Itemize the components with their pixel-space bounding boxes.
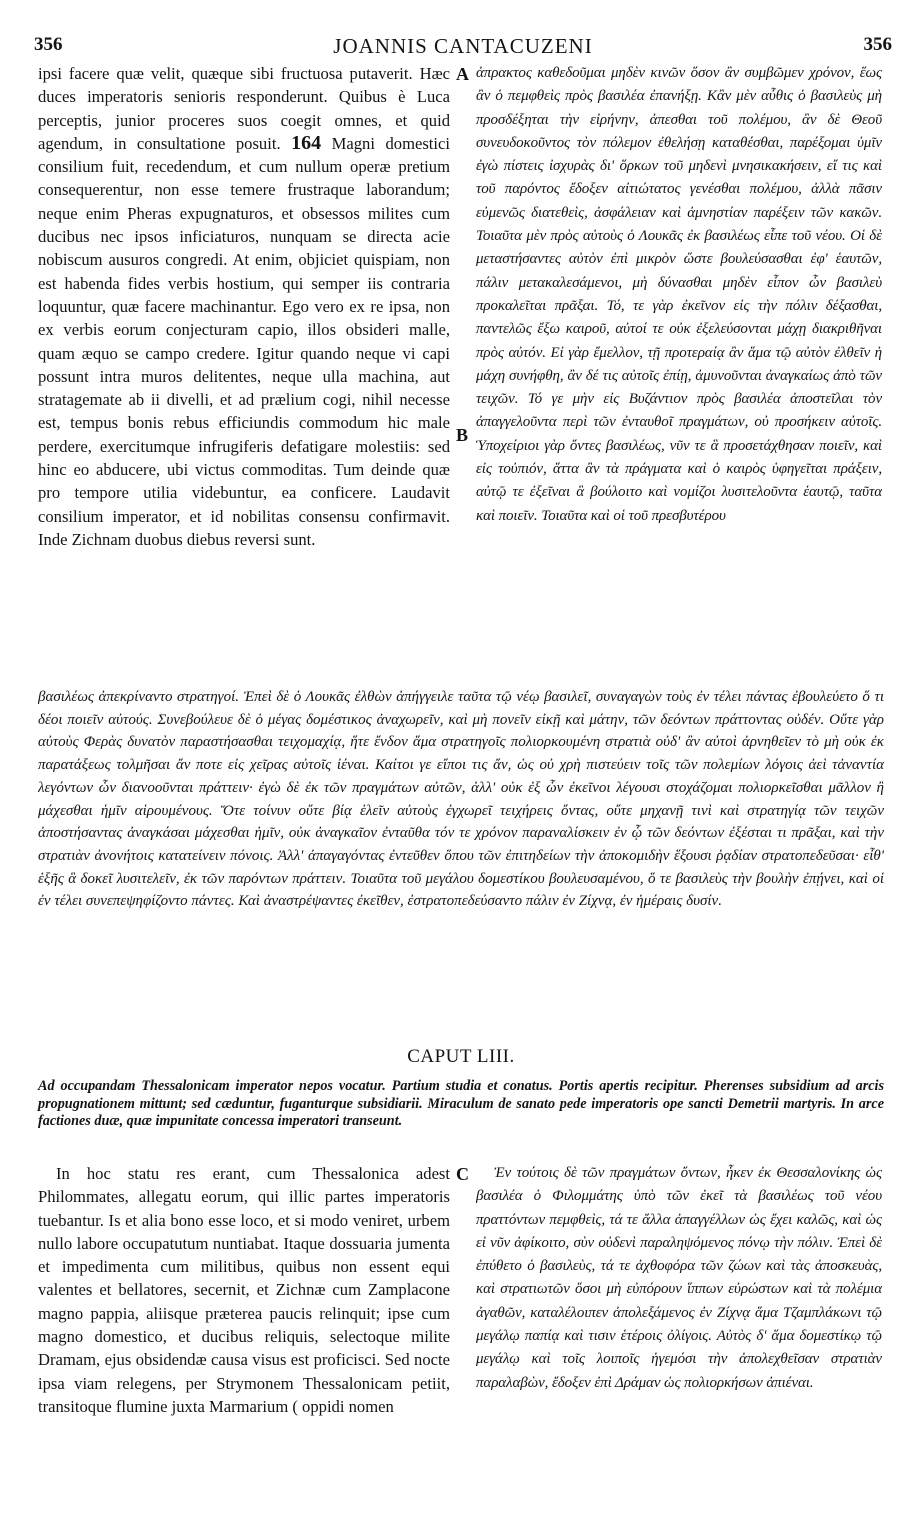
greek-full-width-block xyxy=(38,686,884,1032)
latin-column-upper xyxy=(38,62,450,682)
marginal-letter-c: C xyxy=(456,1164,469,1184)
latin-lower-paragraph: In hoc statu res erant, cum Thessalonica adest Philommates, allegatu eorum, qui illic partes imperatoris tuebantur. Is et alia bono esse loco, et si modo veniret, urbem nullo labore occupatutum nuntiabat. Itaque dossuaria jumenta et impedimenta cum militibus, quibus non essent equi valentes et bellatores, secernit, et Zichnæ cum Zamplacone magno pappia, aliisque præterea paucis relinquit; ipse cum magno domestico, et ducibus reliquis, selectoque milite Dramam, ejus obsidendæ causa visus est proficisci. Sed nocte ipsa viam relegens, per Strymonem Thessalonicam petiit, transitoque flumine juxta Marmarium ( oppidi nomen xyxy=(38,1164,450,1416)
latin-text-before-section: ipsi facere quæ velit, quæque sibi fructuosa putaverit. Hæc duces imperatoris senioris responderunt. Quibus è Luca perceptis, junior proceres suos coegit omnes, et quid agendum, in consultatione posuit. xyxy=(38,64,450,153)
latin-text-after-section: Magni domestici consilium fuit, recedendum, et cum nullum operæ pretium consequerentur, non esse temere frustraque laborandum; neque enim Pheras expugnaturos, et obsessos milites cum ducibus nec ipsos inficiaturos, nunquam se directa acie nobiscum ausuros congredi. At enim, objiciet quispiam, non est habenda fides verbis hostium, qui semper iis contraria loquuntur, quæ facere machinantur. Ego vero ex re ipsa, non ex verbis eorum conjecturam capio, illos obsideri malle, quam æquo se campo credere. Igitur quando neque vi capi possunt intra muros delitentes, neque ulla machina, aut stratagemate ab ii divelli, et ad prælium cogi, nihil necesse est, tempus bonis rebus efficiundis commodum hic male perdere, exercitumque infrugiferis defatigare molestiis: sed hinc eo abducere, ubi victus commoditas. Tum deinde quæ pro tempore utilia videbuntur, ea conficere. Laudavit consilium imperator, et id nobilitas consensu confirmavit. Inde Zichnam duobus diebus reversi sunt. xyxy=(38,133,450,549)
greek-paragraph: ἀπρακτος καθεδοῦμαι μηδὲν κινῶν ὅσον ἂν συμβῶμεν χρόνον, ἕως ἂν ὁ πεμφθεὶς πρὸς βασιλέα ἐπανήξῃ. Κἂν μὲν αὖθις ὁ βασιλεὺς μὴ προσδέξηται τὴν εἰρήνην, ἀπεσθαι τοῦ πολέμου, ἂν δὲ Θεοῦ συνευδοκοῦντος τὸν πόλεμον ἐθελήσῃ καταθέσθαι, παρέξομαι ὑμῖν ἐγὼ πίστεις ἰσχυρὰς δι' ὅρκων τοῦ μηδενὶ μνησικακήσειν, εἴ τις καὶ τοῦ παρόντος ἔδοξεν αἰτιώτατος γενέσθαι πολέμου, ἀλλὰ πᾶσιν εὐμενῶς διατεθεὶς, ἀσφάλειαν καὶ ἀμνηστίαν παρέξειν τῶν κακῶν. Τοιαῦτα μὲν πρὸς αὐτοὺς ὁ Λουκᾶς ἐκ βασιλέως εἶπε τοῦ νέου. Οἱ δὲ μεταστήσαντες αὐτὸν ἐπὶ μικρὸν ὥστε βουλεύσασθαι ἐφ' ἑαυτῶν, πάλιν μετακαλεσάμενοι, μὴ δύνασθαι μηδὲν εἶπον ὧν βασιλεὺ προκαλεῖται πρᾶξαι. Τό, τε γὰρ ἐκεῖνον εἰς τὴν πόλιν δέξασθαι, παντελῶς ἔξω καιροῦ, αὐτοί τε οὐκ ἐξελεύσονται μάχῃ διακριθῆναι πρὸς αὐτόν. Εἰ γὰρ ἔμελλον, τῇ προτεραίᾳ ἂν ἅμα τῷ αὐτὸν ἐλθεῖν ἡ μάχη συνήφθη, ἂν δέ τις αὐτοῖς ἐπίῃ, ἀμυνοῦνται ἀναγκαίως ἀπὸ τῶν τειχῶν. Τό γε μὴν εἰς Βυζάντιον πρὸς βασιλέα ἀποστεῖλαι τὸν ἀπαγγελοῦντα περὶ τῶν ἐνταυθοῖ πραγμάτων, οὐ προσήκειν αὐτοῖς. Ὑποχείριοι γὰρ ὄντες βασιλέως, νῦν τε ἃ προσετάχθησαν ποιεῖν, καὶ εἰς τοὐπιόν, ἅττα ἂν τὰ πράγματα καὶ ὁ καιρὸς ὑφηγεῖται πράξειν, αὐτῷ τε ἐξεῖναι ἃ βούλοιτο καὶ νομίζοι λυσιτελοῦντα ἑαυτῷ, ταῦτα καὶ ποιεῖν. Τοιαῦτα καὶ οἱ τοῦ πρεσβυτέρου xyxy=(476,65,882,524)
greek-column-lower xyxy=(476,1162,882,1522)
greek-lower-paragraph: Ἐν τούτοις δὲ τῶν πραγμάτων ὄντων, ἧκεν ἐκ Θεσσαλονίκης ὡς βασιλέα ὁ Φιλομμάτης ὑπὸ τῶν ἐκεῖ τὰ βασιλέως τοῦ νέου πραττόντων πεμφθεὶς, τά τε ἄλλα ἀπαγγέλλων ὡς ἔχει καλῶς, καὶ ὡς εἰ νῦν ἀφίκοιτο, σὺν οὐδενὶ παραληψόμενος πόνῳ τὴν πόλιν. Ἐπεὶ δὲ ἐπύθετο ὁ βασιλεὺς, τά τε ἀχθοφόρα τῶν ζώων καὶ τὰς ἀποσκευὰς, καὶ στρατιωτῶν ὅσοι μὴ εὐπόρουν ἵππων εὐρώστων καὶ τὰ πολέμια ἀγαθῶν, καταλέλοιπεν ἀπολεξάμενος ἐν Ζίχνᾳ ἅμα Τζαμπλάκωνι τῷ μεγάλῳ παπίᾳ καὶ τισιν ἑτέροις ὀλίγοις. Αὐτὸς δ' ἅμα δομεστίκῳ τῷ μεγάλῳ καὶ τοῖς λοιποῖς ἡγεμόσι τὴν ἀπολεχθεῖσαν στρατιὰν παραλαβὼν, ἔδοξεν ἐπὶ Δράμαν ὡς πολιορκήσων ἀπιέναι. xyxy=(476,1165,882,1391)
chapter-summary: Ad occupandam Thessalonicam imperator nepos vocatur. Partium studia et conatus. Portis apertis recipitur. Pherenses subsidium ad arcis propugnationem mittunt; sed cæduntur, fuganturque subsidiarii. Miraculum de sanato pede imperatoris ope sancti Demetrii martyris. In arce factiones duæ, quæ impunitate concessa imperatori transeunt. xyxy=(38,1078,884,1130)
greek-full-paragraph: βασιλέως ἀπεκρίναντο στρατηγοί. Ἐπεὶ δὲ ὁ Λουκᾶς ἐλθὼν ἀπήγγειλε ταῦτα τῷ νέῳ βασιλεῖ, συναγαγὼν τοὺς ἐν τέλει πάντας ἐβουλεύετο ὅ τι δέοι ποιεῖν αὐτούς. Συνεβούλευε δὲ ὁ μέγας δομέστικος ἀναχωρεῖν, καὶ μὴ πονεῖν εἰκῇ καὶ μάτην, τῶν δεόντων πράττοντας οὐδέν. Οὔτε γὰρ αὐτοὺς Φερὰς δυνατὸν παραστήσασθαι τειχομαχίᾳ, ἥτε ἔνδον ἅμα στρατηγοῖς πολιορκουμένη στρατιὰ οὐδ' ἂν αὐτοὶ ἀρνηθεῖεν τὸ μὴ οὐκ ἐκ παρατάξεως τολμῆσαι ἄν ποτε εἰς χεῖρας αὐτοῖς ἰέναι. Καίτοι γε εἴποι τις ἄν, ὡς οὐ χρὴ πιστεύειν τοῖς τῶν πολεμίων λόγοις ἀεὶ τἀναντία λεγόντων ὧν διανοοῦνται πράττειν· ἐγὼ δὲ ἐκ τῶν πραγμάτων αὐτῶν, ἀλλ' οὐκ ἐξ ὧν ἐκεῖνοι λέγουσι στοχάζομαι πολιορκεῖσθαι μᾶλλον ἢ μάχεσθαι ἡμῖν αἱρουμένους. Ὅτε τοίνυν οὔτε βίᾳ ἑλεῖν αὐτοὺς ἐγχωρεῖ τειχήρεις ὄντας, οὔτε μηχανῇ τινὶ καὶ στρατηγίᾳ τῶν τειχῶν ἀποστήσαντας ἀναγκάσαι μάχεσθαι ἡμῖν, οὐκ ἀναγκαῖον ἐνταῦθα τόν τε χρόνον παραναλίσκειν ἐν ᾧ τῶν δεόντων ἐξέσται τι πρᾶξαι, καὶ τὴν στρατιὰν ἀνονήτοις κατατείνειν πόνοις. Ἀλλ' ἀπαγαγόντας ἐντεῦθεν ὅπου τῶν ἐπιτηδείων τὴν ἀποκομιδὴν ἕξουσι ῥᾳδίαν στρατοπεδεῦσαι· εἶθ' ἑξῆς ἃ δοκεῖ λυσιτελεῖν, ἐκ τῶν παρόντων πράττειν. Τοιαῦτα τοῦ μεγάλου δομεστίκου βουλευσαμένου, ὅ τε βασιλεὺς τὴν βουλὴν ἐπῄνει, καὶ οἱ ἐν τέλει συνεπεψηφίζοντο πάντες. Καὶ ἀναστρέψαντες ἐκεῖθεν, ἐστρατοπεδεύσαντο πάλιν ἐν Ζίχνᾳ, ἐν ἡμέραις δυσίν. xyxy=(38,689,884,910)
marginal-letter-b: B xyxy=(456,425,469,445)
latin-paragraph xyxy=(38,62,450,551)
greek-column-upper xyxy=(476,62,882,682)
latin-column-lower xyxy=(38,1162,450,1522)
running-header xyxy=(34,34,892,60)
marginal-letter-a: A xyxy=(456,64,469,84)
running-title: JOANNIS CANTACUZENI xyxy=(333,34,593,58)
section-number: 164 xyxy=(291,131,322,154)
page-number-left: 356 xyxy=(34,34,63,55)
page-number-right: 356 xyxy=(863,34,892,55)
chapter-heading: CAPUT LIII. xyxy=(407,1046,515,1067)
